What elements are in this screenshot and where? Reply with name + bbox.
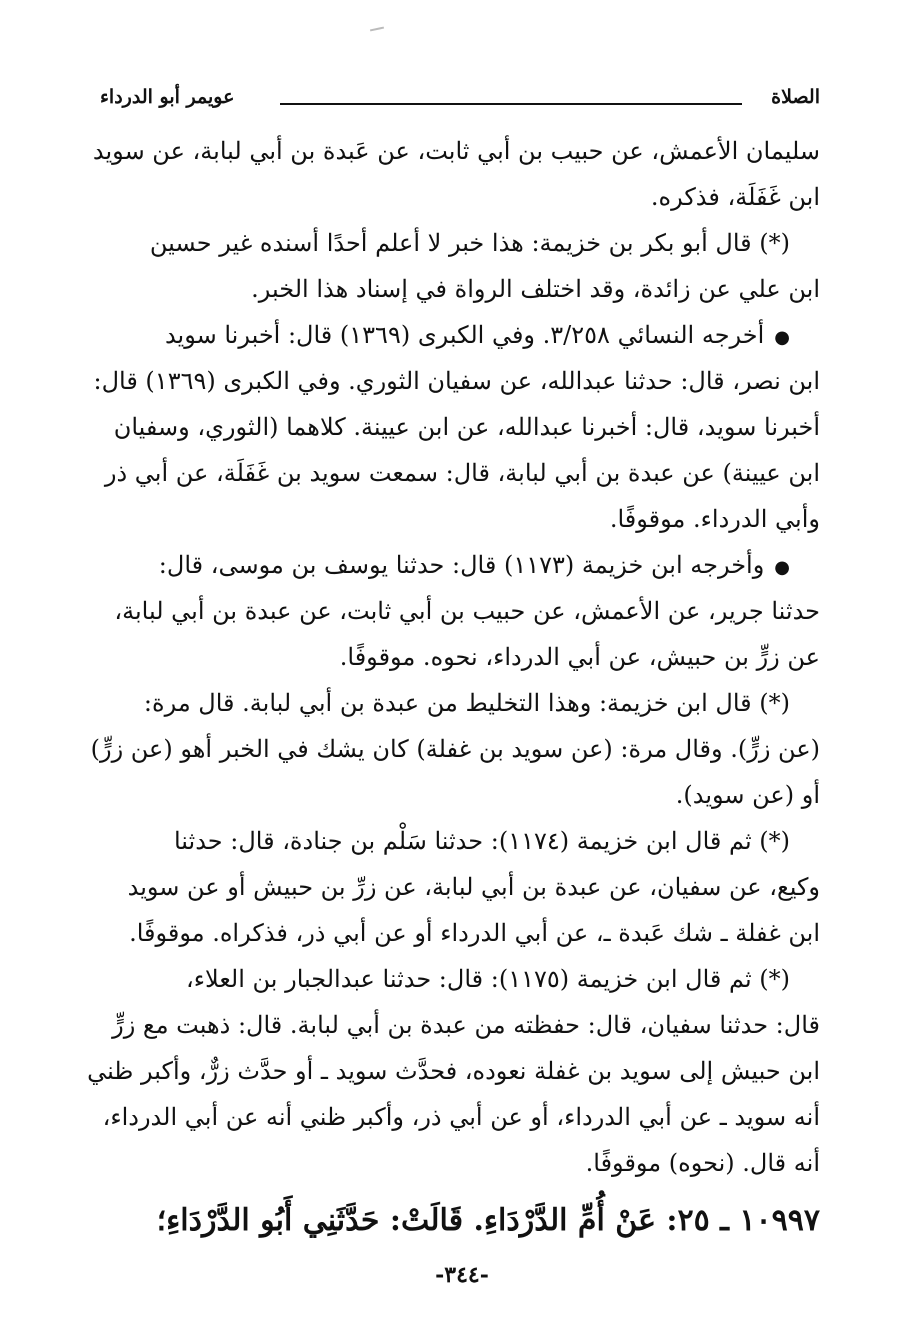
text-line: ابن علي عن زائدة، وقد اختلف الرواة في إسناد هذا الخبر. [251, 275, 820, 303]
text-line: ابن غفلة ـ شك عَبدة ـ، عن أبي الدرداء أو عن أبي ذر، فذكراه. موقوفًا. [129, 919, 820, 947]
bullet-line [100, 312, 820, 358]
note-line: (*) قال ابن خزيمة: وهذا التخليط من عبدة بن أبي لبابة. قال مرة: [143, 689, 790, 717]
running-header [100, 86, 820, 118]
bullet-icon [764, 321, 790, 349]
bullet-text: وأخرجه ابن خزيمة (١١٧٣) قال: حدثنا يوسف بن موسى، قال: [158, 551, 765, 579]
page-body [87, 128, 820, 1186]
text-line: ابن حبيش إلى سويد بن غفلة نعوده، فحدَّث سويد ـ أو حدَّث زرٌّ، وأكبر ظني [87, 1057, 820, 1085]
bullet-icon [764, 551, 790, 579]
text-line: أنه سويد ـ عن أبي الدرداء، أو عن أبي ذر، وأكبر ظني أنه عن أبي الدرداء، [102, 1103, 820, 1131]
hadith-heading: ١٠٩٩٧ ـ ٢٥: عَنْ أُمِّ الدَّرْدَاءِ. قَالَتْ: حَدَّثَنِي أَبُو الدَّرْدَاءِ؛ [156, 1203, 820, 1238]
header-rule [280, 103, 742, 105]
text-line: وأبي الدرداء. موقوفًا. [609, 505, 820, 533]
text-line: وكيع، عن سفيان، عن عبدة بن أبي لبابة، عن زرِّ بن حبيش أو عن سويد [127, 873, 820, 901]
page-number: -٣٤٤- [435, 1262, 489, 1288]
header-narrator: عويمر أبو الدرداء [100, 86, 235, 108]
bullet-text: أخرجه النسائي ٣/٢٥٨. وفي الكبرى (١٣٦٩) قال: أخبرنا سويد [164, 321, 765, 349]
note-line: (*) ثم قال ابن خزيمة (١١٧٤): حدثنا سَلْم بن جنادة، قال: حدثنا [173, 827, 790, 855]
note-line: (*) قال أبو بكر بن خزيمة: هذا خبر لا أعلم أحدًا أسنده غير حسين [149, 229, 790, 257]
text-line: ابن عيينة) عن عبدة بن أبي لبابة، قال: سمعت سويد بن غَفَلَة، عن أبي ذر [104, 459, 820, 487]
text-line: أو (عن سويد). [675, 781, 820, 809]
text-line: ابن غَفَلَة، فذكره. [650, 183, 820, 211]
text-line: أنه قال. (نحوه) موقوفًا. [585, 1149, 820, 1177]
text-line: (عن زرٍّ). وقال مرة: (عن سويد بن غفلة) كان يشك في الخبر أهو (عن زرٍّ) [90, 735, 820, 763]
text-line: قال: حدثنا سفيان، قال: حفظته من عبدة بن أبي لبابة. قال: ذهبت مع زرٍّ [112, 1011, 820, 1039]
text-line: ابن نصر، قال: حدثنا عبدالله، عن سفيان الثوري. وفي الكبرى (١٣٦٩) قال: [93, 367, 820, 395]
scan-speck [370, 27, 384, 32]
bullet-line [100, 542, 820, 588]
text-line: سليمان الأعمش، عن حبيب بن أبي ثابت، عن عَبدة بن أبي لبابة، عن سويد [92, 137, 820, 165]
header-chapter: الصلاة [771, 86, 820, 108]
text-line: حدثنا جرير، عن الأعمش، عن حبيب بن أبي ثابت، عن عبدة بن أبي لبابة، [114, 597, 820, 625]
note-line: (*) ثم قال ابن خزيمة (١١٧٥): قال: حدثنا عبدالجبار بن العلاء، [185, 965, 790, 993]
text-line: عن زرٍّ بن حبيش، عن أبي الدرداء، نحوه. موقوفًا. [339, 643, 820, 671]
text-line: أخبرنا سويد، قال: أخبرنا عبدالله، عن ابن عيينة. كلاهما (الثوري، وسفيان [113, 413, 820, 441]
